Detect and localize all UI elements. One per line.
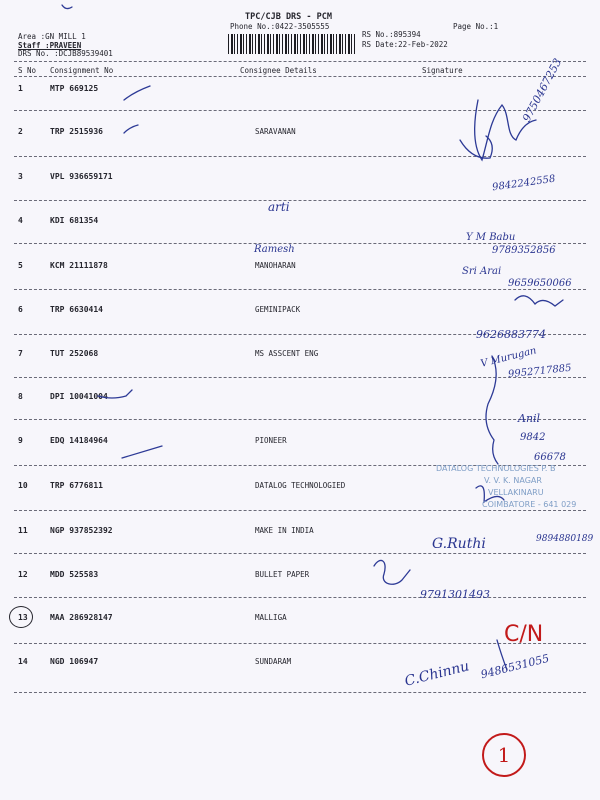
row-sno: 11 xyxy=(18,526,28,535)
row-consignment: DPI 10041004 xyxy=(50,392,108,401)
row-sno: 1 xyxy=(18,84,23,93)
row-sno: 6 xyxy=(18,305,23,314)
row-sno: 7 xyxy=(18,349,23,358)
red-circled-page-number: 1 xyxy=(482,733,526,777)
row-sno: 12 xyxy=(18,570,28,579)
stamp-line: COIMBATORE - 641 029 xyxy=(482,500,577,509)
handwritten-name: V Murugan xyxy=(479,345,538,370)
stamp-line: VELLAKINARU xyxy=(488,488,544,497)
table-row xyxy=(0,216,600,230)
row-sno: 13 xyxy=(18,613,28,622)
document-title: TPC/CJB DRS - PCM xyxy=(245,12,332,22)
handwritten-phone: 9789352856 xyxy=(492,245,556,256)
table-row xyxy=(0,392,600,406)
handwritten-name: Sri Arai xyxy=(462,266,502,277)
staff-field: Staff :PRAVEEN xyxy=(18,41,82,50)
table-row xyxy=(0,305,600,319)
handwritten-note: arti xyxy=(268,200,290,214)
column-divider xyxy=(14,76,586,77)
column-sno: S No xyxy=(18,66,37,75)
row-divider xyxy=(14,110,586,111)
row-sno: 4 xyxy=(18,216,23,225)
row-consignment: TRP 6776811 xyxy=(50,481,103,490)
row-sno: 10 xyxy=(18,481,28,490)
row-divider xyxy=(14,289,586,290)
handwritten-phone: 9486531055 xyxy=(479,651,551,682)
row-sno: 5 xyxy=(18,261,23,270)
row-sno: 3 xyxy=(18,172,23,181)
row-divider xyxy=(14,243,586,244)
row-consignment: NGP 937852392 xyxy=(50,526,113,535)
row-divider xyxy=(14,377,586,378)
row-consignee: BULLET PAPER xyxy=(255,570,310,579)
handwritten-phone: 9842242558 xyxy=(491,173,557,194)
table-row xyxy=(0,526,600,540)
row-divider xyxy=(14,643,586,644)
table-row xyxy=(0,261,600,275)
row-consignment: TUT 252068 xyxy=(50,349,99,358)
table-row xyxy=(0,436,600,450)
row-consignee: MS ASSCENT ENG xyxy=(255,349,319,358)
row-consignee: PIONEER xyxy=(255,436,287,445)
column-consignment: Consignment No xyxy=(50,66,114,75)
row-consignee: SUNDARAM xyxy=(255,657,292,666)
row-consignment: TRP 6630414 xyxy=(50,305,103,314)
handwritten-phone: 9842 xyxy=(520,432,546,443)
row-consignment: KCM 21111878 xyxy=(50,261,108,270)
row-sno: 14 xyxy=(18,657,28,666)
stamp-line: DATALOG TECHNOLOGIES P. B xyxy=(436,464,556,473)
barcode xyxy=(228,34,356,54)
handwritten-phone: 9626883774 xyxy=(476,328,546,341)
row-consignee: MALLIGA xyxy=(255,613,287,622)
row-divider xyxy=(14,419,586,420)
drs-number: DRS No. :DCJB89539401 xyxy=(18,49,113,58)
row-sno: 2 xyxy=(18,127,23,136)
row-consignment: MDD 525583 xyxy=(50,570,99,579)
row-consignment: KDI 681354 xyxy=(50,216,99,225)
handwritten-phone: 9750467253 xyxy=(520,56,565,125)
row-divider xyxy=(14,510,586,511)
column-signature: Signature xyxy=(422,66,463,75)
handwritten-name: C.Chinnu xyxy=(403,658,471,690)
table-row xyxy=(0,127,600,141)
row-consignee: DATALOG TECHNOLOGIED xyxy=(255,481,346,490)
handwritten-phone: 9791301493 xyxy=(420,588,490,601)
page-number: Page No.:1 xyxy=(453,22,499,31)
row-divider xyxy=(14,156,586,157)
row-consignee: MAKE IN INDIA xyxy=(255,526,314,535)
row-sno: 8 xyxy=(18,392,23,401)
red-cn-mark: C/N xyxy=(504,622,544,647)
row-consignment: EDQ 14184964 xyxy=(50,436,108,445)
row-divider xyxy=(14,200,586,201)
table-row xyxy=(0,570,600,584)
row-divider xyxy=(14,597,586,598)
row-sno: 9 xyxy=(18,436,23,445)
row-consignee: MANOHARAN xyxy=(255,261,296,270)
handwritten-note: Ramesh xyxy=(254,244,295,255)
row-consignment: MTP 669125 xyxy=(50,84,99,93)
row-consignee: GEMINIPACK xyxy=(255,305,301,314)
row-divider xyxy=(14,692,586,693)
row-divider xyxy=(14,553,586,554)
row-consignment: VPL 936659171 xyxy=(50,172,113,181)
rs-date: RS Date:22-Feb-2022 xyxy=(362,40,448,49)
handwritten-phone: 9952717885 xyxy=(507,362,573,381)
row-consignment: NGD 106947 xyxy=(50,657,99,666)
row-consignee: SARAVANAN xyxy=(255,127,296,136)
stamp-line: V. V. K. NAGAR xyxy=(484,476,542,485)
header-divider xyxy=(14,61,586,62)
area-field: Area :GN MILL 1 xyxy=(18,32,86,41)
rs-number: RS No.:895394 xyxy=(362,30,421,39)
handwritten-phone: 9894880189 xyxy=(536,534,594,544)
handwritten-phone: 9659650066 xyxy=(508,278,572,289)
table-row xyxy=(0,84,600,98)
handwritten-name: G.Ruthi xyxy=(432,536,486,552)
tick-mark xyxy=(62,5,72,9)
row-consignment: TRP 2515936 xyxy=(50,127,103,136)
handwritten-phone: 66678 xyxy=(534,452,566,463)
row-consignment: MAA 286928147 xyxy=(50,613,113,622)
phone-number: Phone No.:0422-3505555 xyxy=(230,22,330,31)
handwritten-name: Y M Babu xyxy=(466,232,516,243)
handwritten-name: Anil xyxy=(518,412,541,425)
column-consignee: Consignee Details xyxy=(240,66,317,75)
